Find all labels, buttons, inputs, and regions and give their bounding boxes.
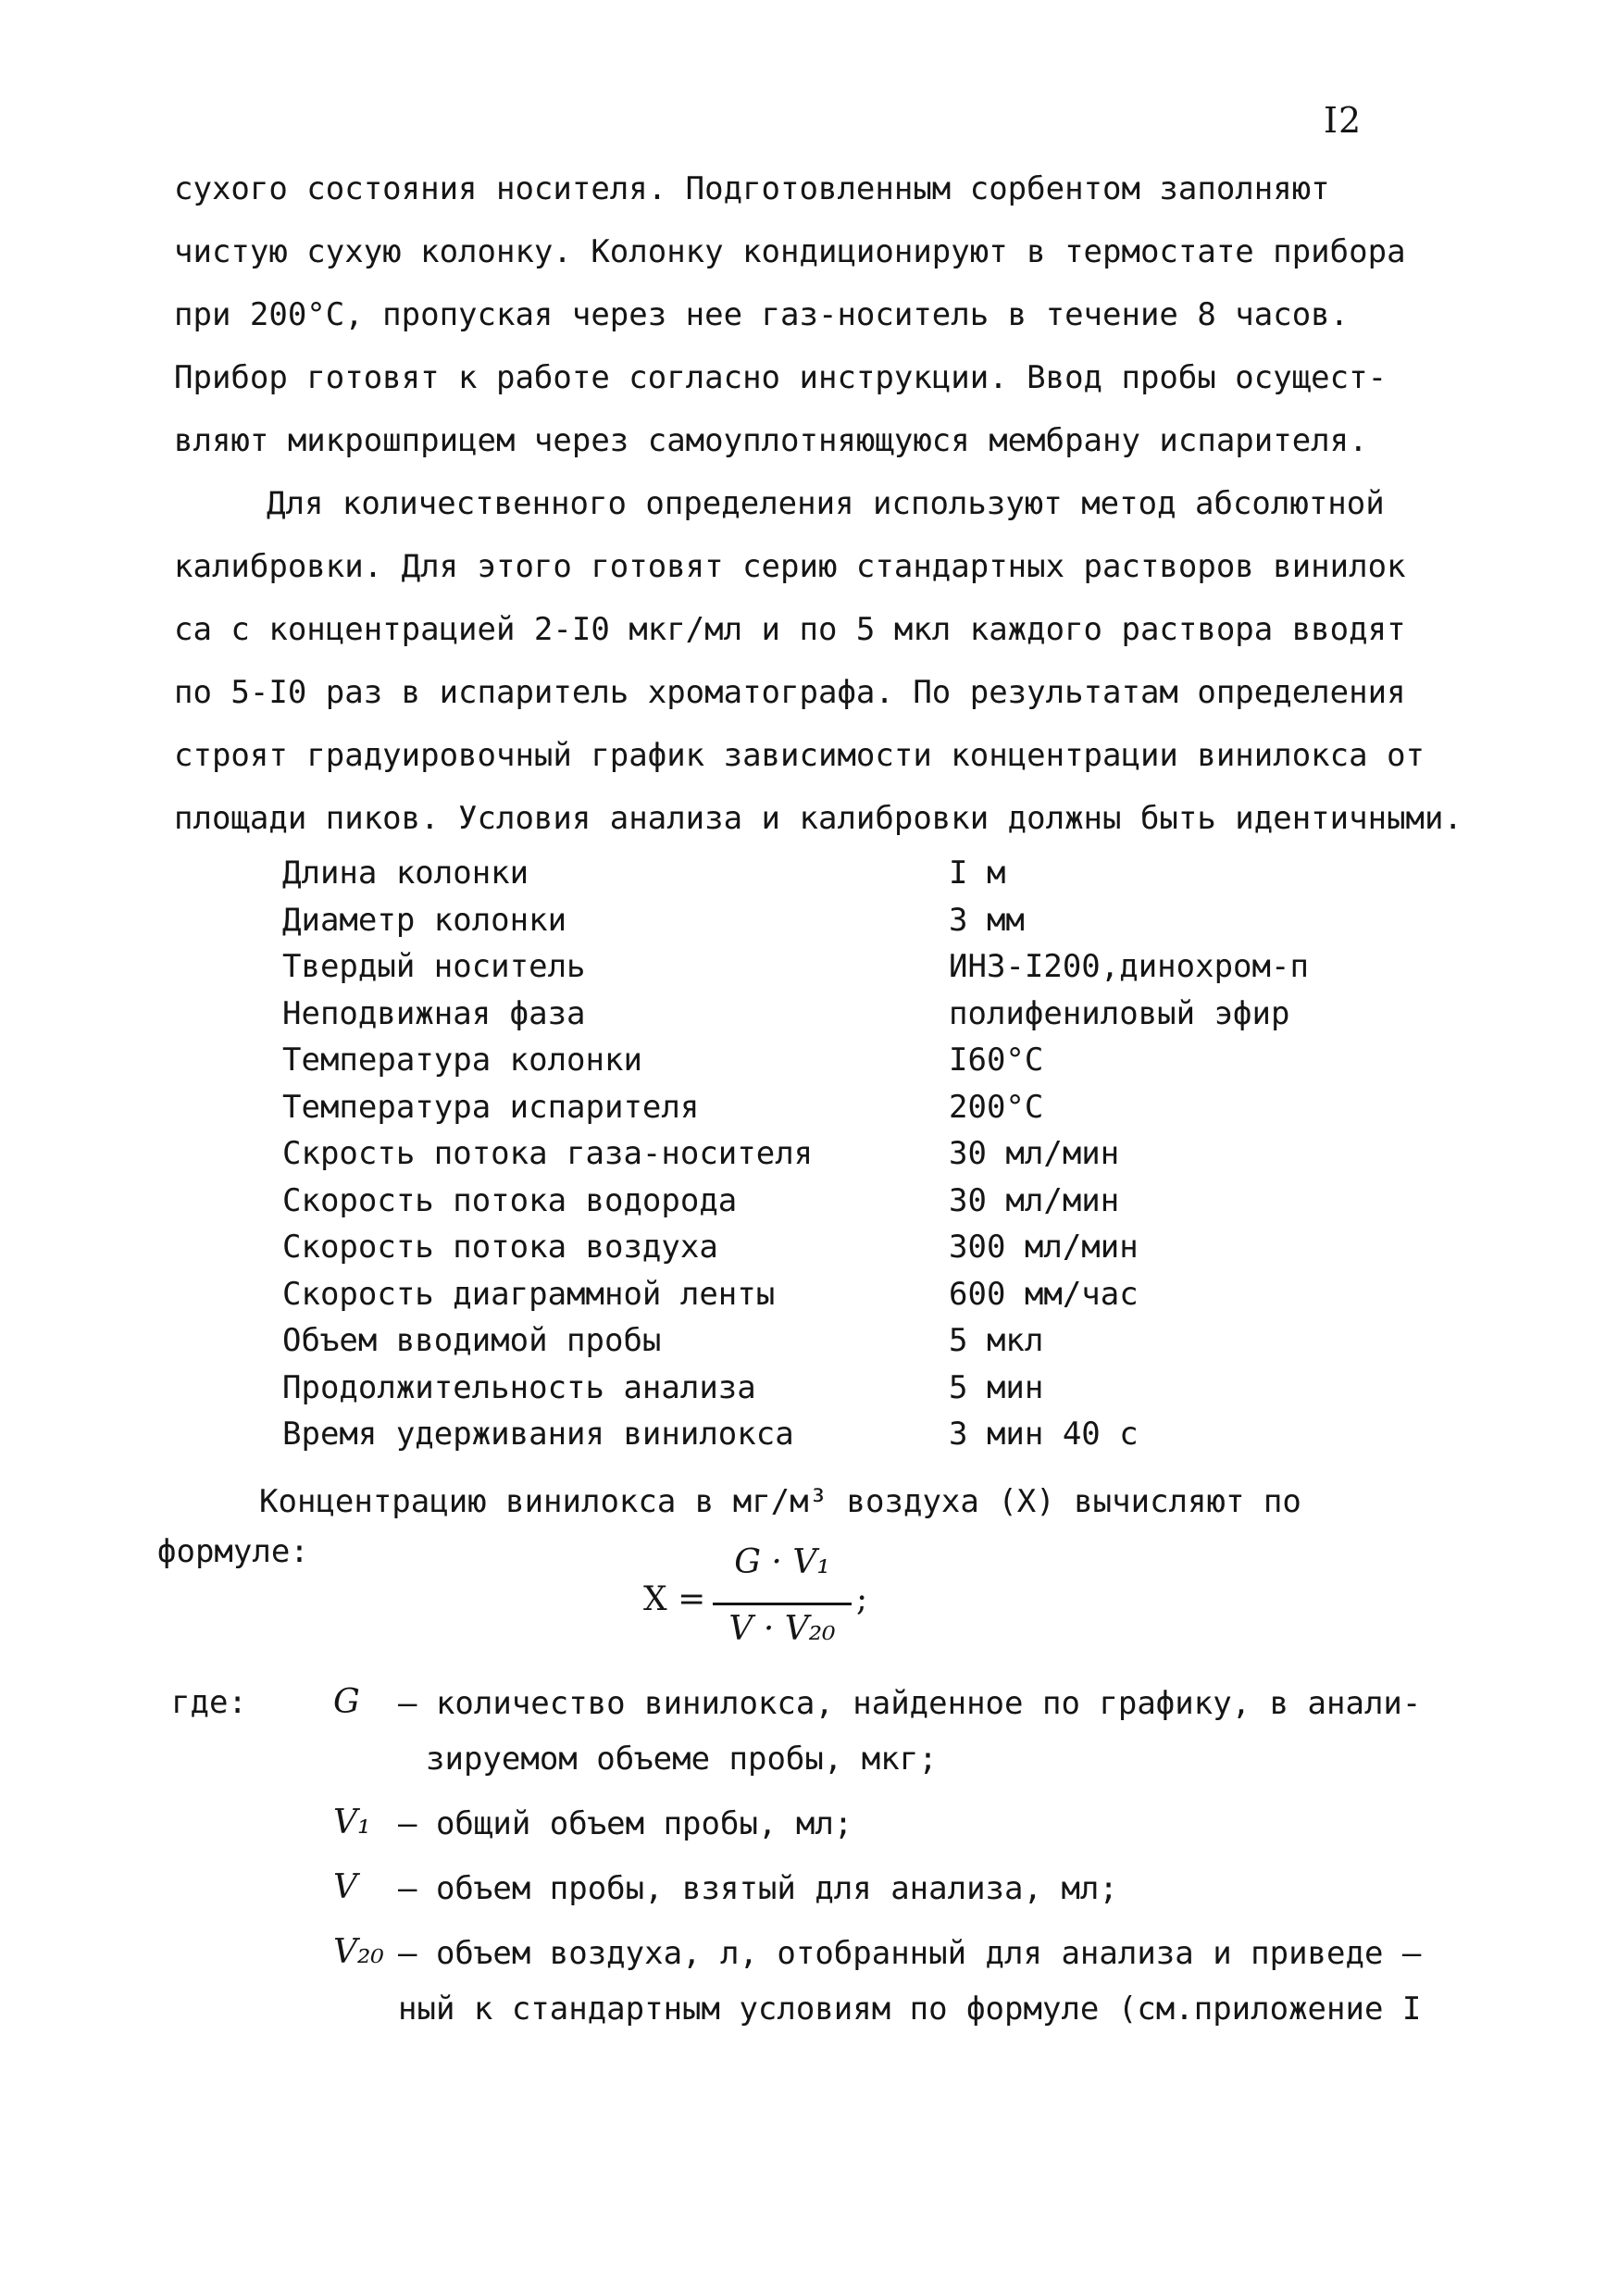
paragraph-line: площади пиков. Условия анализа и калибровки должны быть идентичными. bbox=[174, 800, 1462, 837]
paragraph-line: Концентрацию винилокса в мг/м³ воздуха (X) вычисляют по bbox=[259, 1483, 1301, 1520]
condition-row bbox=[282, 1271, 1393, 1318]
paragraph-line: формуле: bbox=[157, 1533, 309, 1570]
condition-value: 300 мл/мин bbox=[949, 1229, 1139, 1266]
condition-value: I60°С bbox=[949, 1042, 1044, 1079]
variable-symbol: V bbox=[333, 1868, 357, 1906]
condition-name: Длина колонки bbox=[282, 855, 529, 892]
paragraph-line: строят градуировочный график зависимости концентрации винилокса от bbox=[174, 737, 1425, 774]
where-label: где: bbox=[171, 1684, 247, 1721]
definition-text bbox=[398, 1796, 853, 1852]
condition-name: Диаметр колонки bbox=[282, 901, 567, 939]
condition-value: 3 мм bbox=[949, 901, 1025, 939]
analysis-conditions-list bbox=[282, 850, 1393, 1458]
condition-name: Продолжительность анализа bbox=[282, 1368, 756, 1406]
condition-value: 30 мл/мин bbox=[949, 1181, 1120, 1219]
condition-row bbox=[282, 1084, 1393, 1131]
condition-name: Твердый носитель bbox=[282, 948, 586, 985]
paragraph-line: Для количественного определения используют метод абсолютной bbox=[267, 485, 1385, 522]
condition-value: 30 мл/мин bbox=[949, 1135, 1120, 1172]
condition-row bbox=[282, 1365, 1393, 1412]
condition-name: Скорость диаграммной ленты bbox=[282, 1275, 776, 1313]
condition-name: Неподвижная фаза bbox=[282, 994, 586, 1032]
concentration-formula bbox=[643, 1541, 1014, 1662]
variable-symbol: V₂₀ bbox=[333, 1933, 384, 1971]
condition-name: Скорость потока воздуха bbox=[282, 1229, 718, 1266]
condition-value: ИНЗ-I200,динохром-п bbox=[949, 948, 1309, 985]
condition-value: I м bbox=[949, 855, 1006, 892]
condition-row bbox=[282, 897, 1393, 944]
paragraph-line: Прибор готовят к работе согласно инструкции. Ввод пробы осущест- bbox=[174, 359, 1388, 396]
condition-row bbox=[282, 943, 1393, 991]
condition-row bbox=[282, 1037, 1393, 1084]
definition-line: – объем пробы, взятый для анализа, мл; bbox=[398, 1870, 1118, 1907]
paragraph-line: калибровки. Для этого готовят серию стандартных растворов винилок bbox=[174, 548, 1406, 585]
condition-value: полифениловый эфир bbox=[949, 994, 1290, 1032]
paragraph-line: сухого состояния носителя. Подготовленным сорбентом заполняют bbox=[174, 170, 1330, 207]
condition-row bbox=[282, 1411, 1393, 1458]
paragraph-line: вляют микрошприцем через самоуплотняющуюся мембрану испарителя. bbox=[174, 422, 1368, 459]
condition-value: 5 мин bbox=[949, 1368, 1044, 1406]
paragraph-line: при 200°С, пропуская через нее газ-носитель в течение 8 часов. bbox=[174, 296, 1350, 333]
condition-row bbox=[282, 1317, 1393, 1365]
condition-name: Температура колонки bbox=[282, 1042, 642, 1079]
paragraph-line: по 5-I0 раз в испаритель хроматографа. По результатам определения bbox=[174, 674, 1406, 711]
definition-text bbox=[398, 1926, 1421, 2037]
paragraph-line: са с концентрацией 2-I0 мкг/мл и по 5 мкл каждого раствора вводят bbox=[174, 611, 1406, 648]
definition-text bbox=[398, 1861, 1118, 1916]
formula-denominator: V · V₂₀ bbox=[728, 1610, 836, 1648]
formula-numerator: G · V₁ bbox=[734, 1543, 830, 1581]
method-paragraphs bbox=[174, 157, 1470, 850]
definition-line: зируемом объеме пробы, мкг; bbox=[426, 1741, 938, 1778]
definition-text bbox=[398, 1676, 1421, 1787]
formula-lhs: X = bbox=[643, 1580, 706, 1618]
formula-terminator: ; bbox=[856, 1580, 868, 1618]
condition-row bbox=[282, 1130, 1393, 1178]
definition-line: ный к стандартным условиям по формуле (см.приложение I bbox=[398, 1990, 1422, 2028]
condition-value: 600 мм/час bbox=[949, 1275, 1139, 1313]
variable-symbol: V₁ bbox=[333, 1803, 371, 1841]
page-number: I2 bbox=[1324, 100, 1363, 141]
condition-name: Скрость потока газа-носителя bbox=[282, 1135, 814, 1172]
variable-symbol: G bbox=[333, 1683, 360, 1721]
paragraph-line: чистую сухую колонку. Колонку кондиционируют в термостате прибора bbox=[174, 233, 1406, 270]
fraction-bar bbox=[713, 1603, 852, 1605]
condition-value: 3 мин 40 с bbox=[949, 1416, 1139, 1453]
condition-row bbox=[282, 850, 1393, 897]
condition-row bbox=[282, 1224, 1393, 1271]
condition-value: 200°С bbox=[949, 1088, 1044, 1126]
condition-row bbox=[282, 991, 1393, 1038]
condition-value: 5 мкл bbox=[949, 1322, 1044, 1359]
definition-line: – объем воздуха, л, отобранный для анализа и приведе – bbox=[398, 1935, 1422, 1972]
condition-name: Время удерживания винилокса bbox=[282, 1416, 794, 1453]
condition-row bbox=[282, 1178, 1393, 1225]
definition-line: – количество винилокса, найденное по графику, в анали- bbox=[398, 1685, 1422, 1722]
condition-name: Температура испарителя bbox=[282, 1088, 700, 1126]
condition-name: Объем вводимой пробы bbox=[282, 1322, 662, 1359]
condition-name: Скорость потока водорода bbox=[282, 1181, 738, 1219]
definition-line: – общий объем пробы, мл; bbox=[398, 1805, 853, 1842]
